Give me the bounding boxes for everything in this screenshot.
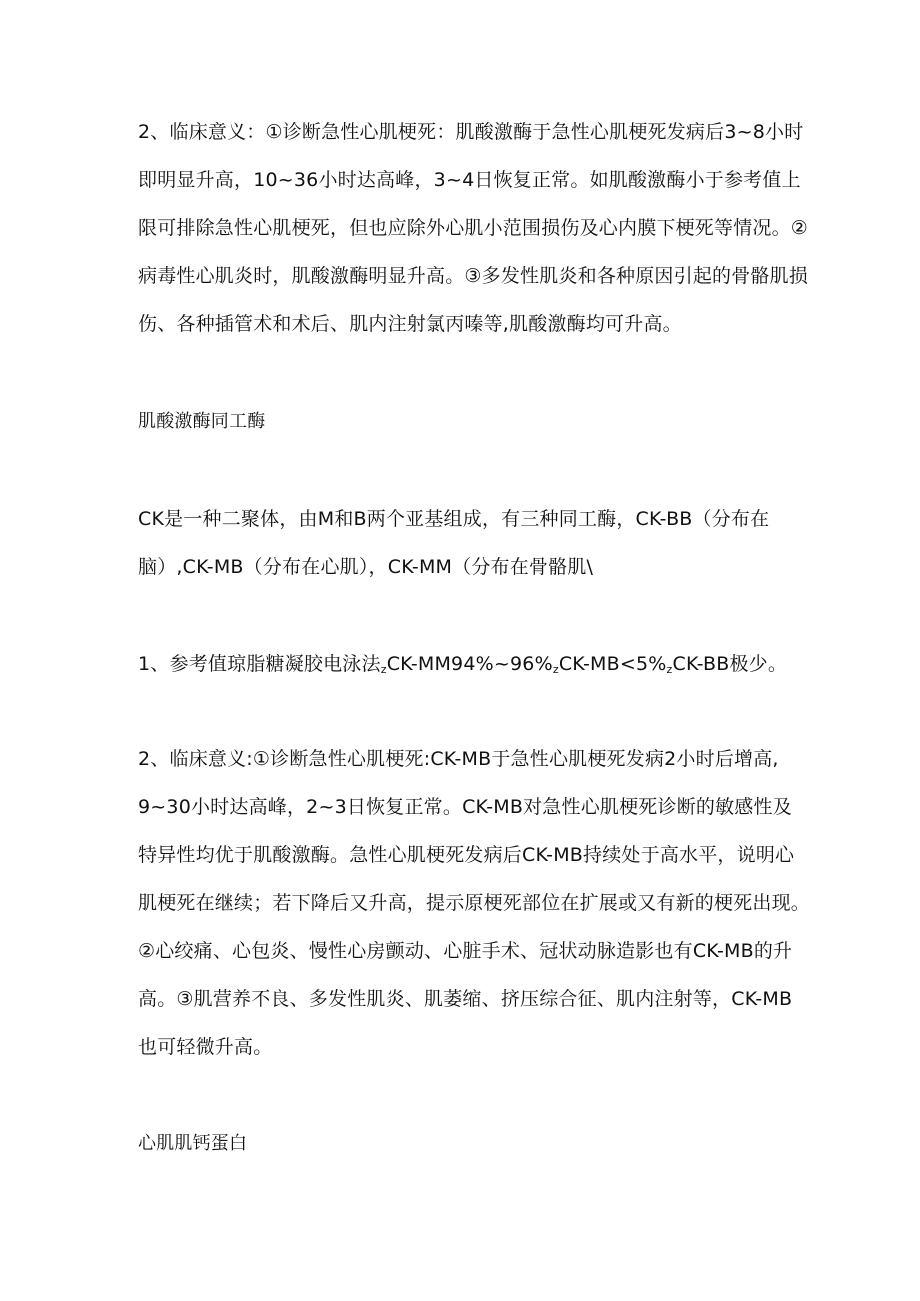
separator-glyph: z — [380, 663, 387, 676]
heading-text: 心肌肌钙蛋白 — [138, 1133, 248, 1154]
text-line: 伤、各种插管术和术后、肌内注射氯丙嗪等,肌酸激酶均可升高。 — [138, 313, 682, 335]
section-heading-ck-isoenzyme — [138, 398, 798, 446]
text-line: 高。③肌营养不良、多发性肌炎、肌萎缩、挤压综合征、肌内注射等，CK-MB — [138, 988, 793, 1010]
paragraph-clinical-significance-ck — [138, 108, 809, 348]
text-line: 肌梗死在继续；若下降后又升高，提示原梗死部位在扩展或又有新的梗死出现。 — [138, 892, 811, 914]
text-line: 特异性均优于肌酸激酶。急性心肌梗死发病后CK-MB持续处于高水平，说明心 — [138, 844, 795, 866]
separator-glyph: z — [552, 663, 559, 676]
paragraph-reference-value — [138, 640, 798, 688]
paragraph-clinical-significance-ck-mb — [138, 735, 811, 1071]
text-line — [138, 640, 798, 688]
text-line: 9~30小时达高峰，2~3日恢复正常。CK-MB对急性心肌梗死诊断的敏感性及 — [138, 796, 792, 818]
text-line: 2、临床意义:①诊断急性心肌梗死:CK-MB于急性心肌梗死发病2小时后增高, — [138, 748, 779, 770]
text-line: 也可轻微升高。 — [138, 1036, 273, 1058]
ck-mb-value: CK-MB<5% — [558, 653, 667, 675]
separator-glyph: z — [666, 663, 673, 676]
text-line: CK是一种二聚体，由M和B两个亚基组成，有三种同工酶，CK-BB（分布在 — [138, 508, 770, 530]
text-line: 病毒性心肌炎时，肌酸激酶明显升高。③多发性肌炎和各种原因引起的骨骼肌损 — [138, 265, 809, 287]
text-line: ②心绞痛、心包炎、慢性心房颤动、心脏手术、冠状动脉造影也有CK-MB的升 — [138, 940, 793, 962]
paragraph-ck-dimer — [138, 495, 798, 591]
text-line: 限可排除急性心肌梗死，但也应除外心肌小范围损伤及心内膜下梗死等情况。② — [138, 217, 809, 239]
text-line: 即明显升高，10~36小时达高峰，3~4日恢复正常。如肌酸激酶小于参考值上 — [138, 169, 801, 191]
section-heading-troponin — [138, 1120, 798, 1168]
ck-mm-value: CK-MM94%~96% — [386, 653, 553, 675]
text-line: 2、临床意义：①诊断急性心肌梗死：肌酸激酶于急性心肌梗死发病后3~8小时 — [138, 121, 804, 143]
heading-text: 肌酸激酶同工酶 — [138, 411, 266, 432]
text-line: 脑）,CK-MB（分布在心肌），CK-MM（分布在骨骼肌\ — [138, 556, 594, 578]
reference-label: 1、参考值琼脂糖凝胶电泳法 — [138, 653, 381, 675]
ck-bb-value: CK-BB极少。 — [672, 653, 788, 675]
